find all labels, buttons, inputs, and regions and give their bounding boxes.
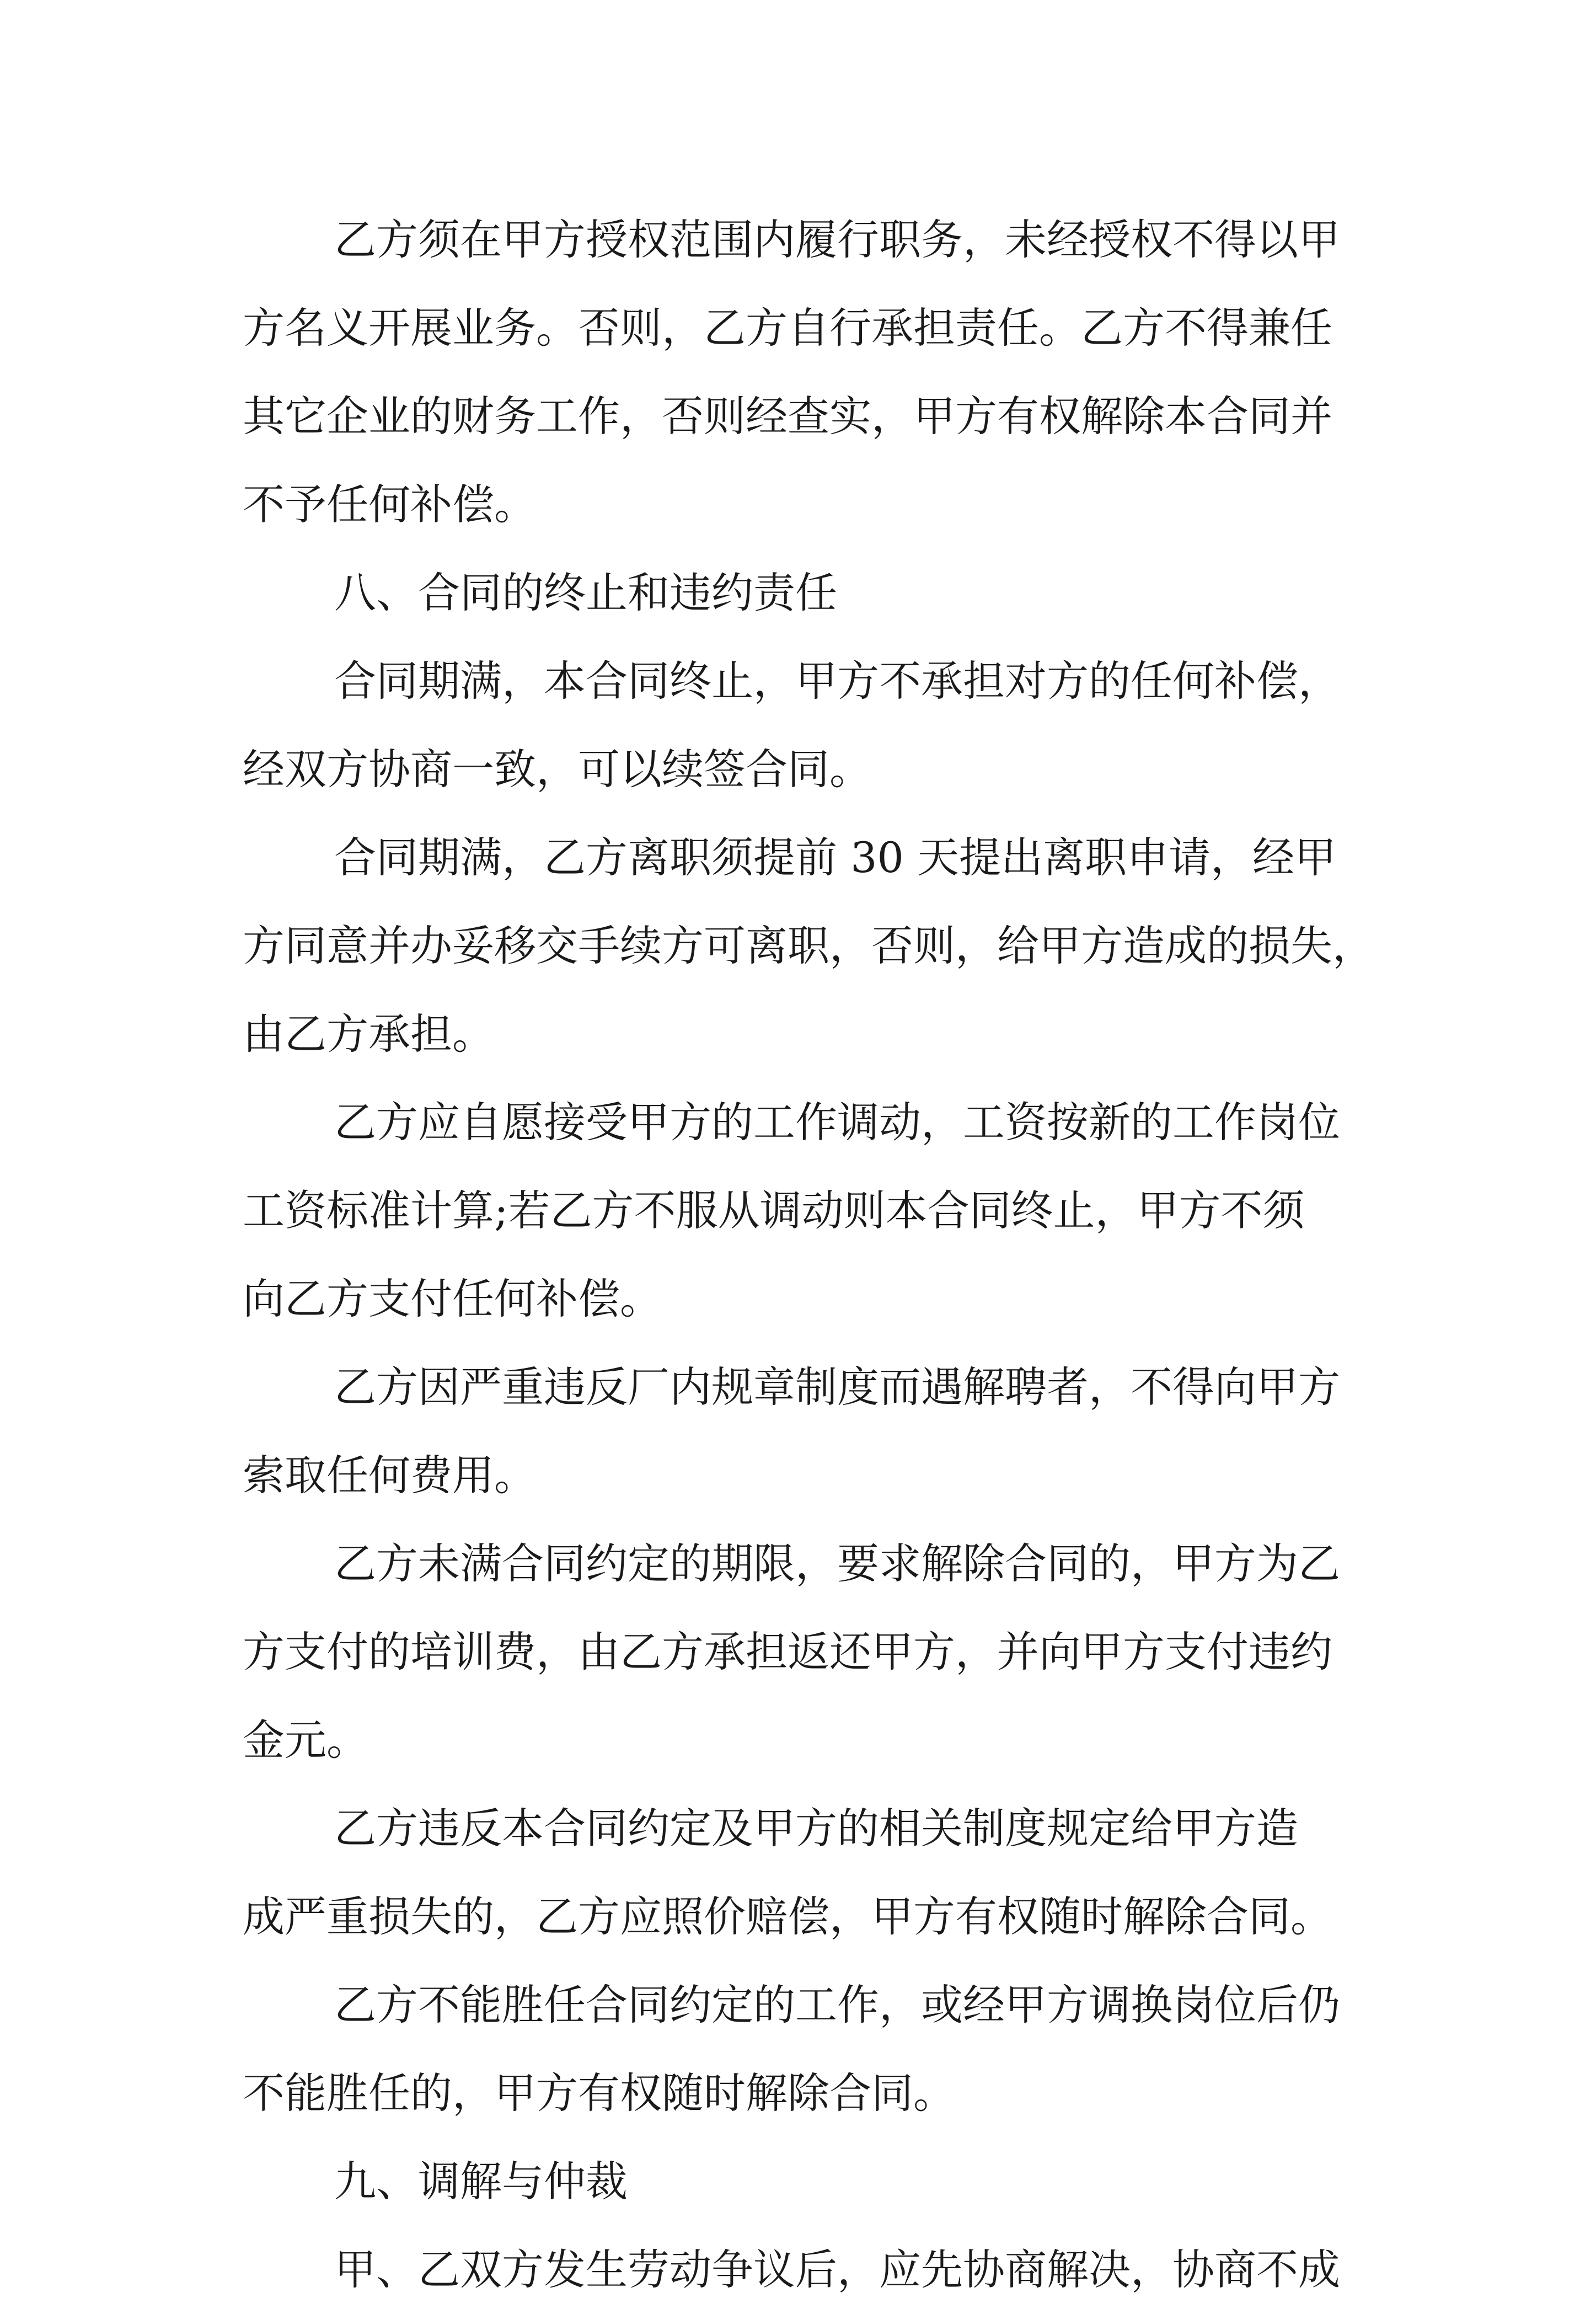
paragraph-line: 其它企业的财务工作，否则经查实，甲方有权解除本合同并 <box>243 392 1332 441</box>
paragraph-line: 乙方应自愿接受甲方的工作调动，工资按新的工作岗位 <box>334 1098 1340 1147</box>
paragraph-line: 乙方违反本合同约定及甲方的相关制度规定给甲方造 <box>334 1804 1298 1853</box>
paragraph-line: 乙方不能胜任合同约定的工作，或经甲方调换岗位后仍 <box>334 1980 1340 2029</box>
paragraph-line: 不能胜任的，甲方有权随时解除合同。 <box>243 2069 955 2118</box>
paragraph-line: 金元。 <box>243 1716 368 1765</box>
paragraph-line: 成严重损失的，乙方应照价赔偿，甲方有权随时解除合同。 <box>243 1892 1332 1941</box>
paragraph-line: 合同期满，乙方离职须提前 30 天提出离职申请，经甲 <box>334 833 1337 882</box>
section-heading: 九、调解与仲裁 <box>334 2157 628 2206</box>
paragraph-line: 由乙方承担。 <box>243 1009 494 1059</box>
paragraph-line: 索取任何费用。 <box>243 1451 536 1500</box>
paragraph-line: 乙方未满合同约定的期限，要求解除合同的，甲方为乙 <box>334 1539 1340 1588</box>
paragraph-line: 乙方须在甲方授权范围内履行职务，未经授权不得以甲 <box>334 215 1340 264</box>
paragraph-line: 方支付的培训费，由乙方承担返还甲方，并向甲方支付违约 <box>243 1627 1332 1676</box>
paragraph-line: 不予任何补偿。 <box>243 480 536 529</box>
paragraph-line: 方名义开展业务。否则，乙方自行承担责任。乙方不得兼任 <box>243 303 1332 352</box>
paragraph-line: 经双方协商一致，可以续签合同。 <box>243 745 871 794</box>
paragraph-line: 工资标准计算;若乙方不服从调动则本合同终止，甲方不须 <box>243 1186 1305 1235</box>
paragraph-line: 向乙方支付任何补偿。 <box>243 1274 662 1323</box>
paragraph-line: 乙方因严重违反厂内规章制度而遇解聘者，不得向甲方 <box>334 1362 1340 1412</box>
paragraph-line: 方同意并办妥移交手续方可离职，否则，给甲方造成的损失， <box>243 921 1374 970</box>
section-heading: 八、合同的终止和违约责任 <box>334 568 837 617</box>
paragraph-line: 甲、乙双方发生劳动争议后，应先协商解决，协商不成 <box>334 2245 1340 2294</box>
paragraph-line: 合同期满，本合同终止，甲方不承担对方的任何补偿， <box>334 656 1340 706</box>
